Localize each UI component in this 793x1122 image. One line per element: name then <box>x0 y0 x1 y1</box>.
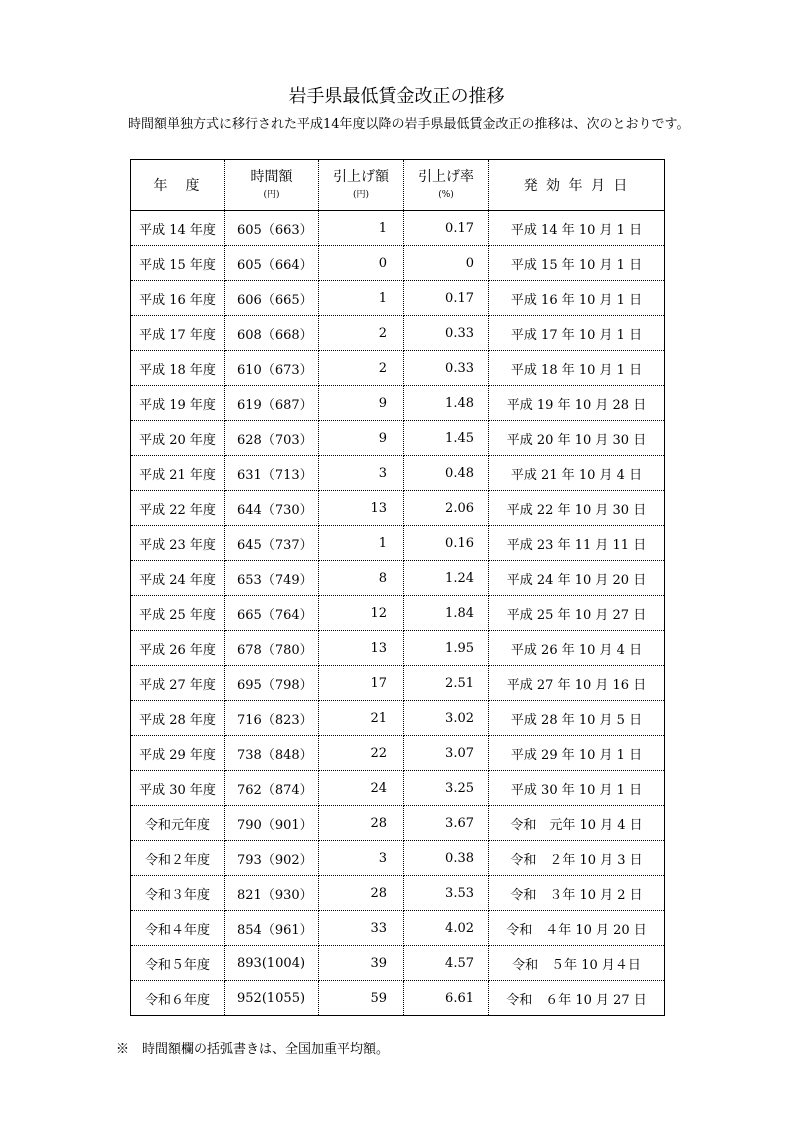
cell-year: 令和６年度 <box>131 981 225 1016</box>
cell-year: 平成 14 年度 <box>131 211 225 246</box>
cell-raise: 1 <box>319 526 404 561</box>
table-row <box>131 806 665 841</box>
table-header-row <box>131 160 665 211</box>
cell-wage: 793（902） <box>225 841 319 876</box>
cell-wage: 645（737） <box>225 526 319 561</box>
cell-date: 平成 23 年 11 月 11 日 <box>489 526 665 561</box>
cell-date: 平成 18 年 10 月 1 日 <box>489 351 665 386</box>
cell-rate: 0.16 <box>404 526 489 561</box>
table-row <box>131 456 665 491</box>
cell-date: 平成 25 年 10 月 27 日 <box>489 596 665 631</box>
table-row <box>131 316 665 351</box>
header-date <box>489 160 665 211</box>
cell-raise: 2 <box>319 316 404 351</box>
header-raise <box>319 160 404 211</box>
table-row <box>131 666 665 701</box>
cell-rate: 0.48 <box>404 456 489 491</box>
table-row <box>131 876 665 911</box>
table-row <box>131 421 665 456</box>
cell-date: 令和 元年 10 月 4 日 <box>489 806 665 841</box>
cell-date: 平成 22 年 10 月 30 日 <box>489 491 665 526</box>
cell-rate: 1.48 <box>404 386 489 421</box>
table-row <box>131 281 665 316</box>
cell-wage: 653（749） <box>225 561 319 596</box>
table-row <box>131 701 665 736</box>
cell-rate: 4.57 <box>404 946 489 981</box>
cell-year: 平成 26 年度 <box>131 631 225 666</box>
table-row <box>131 386 665 421</box>
cell-wage: 695（798） <box>225 666 319 701</box>
cell-year: 令和３年度 <box>131 876 225 911</box>
table-row <box>131 771 665 806</box>
cell-rate: 0.33 <box>404 316 489 351</box>
footnote: ※ 時間額欄の括弧書きは、全国加重平均額。 <box>116 1042 390 1057</box>
header-rate-unit: (%) <box>438 190 454 200</box>
cell-rate: 0.33 <box>404 351 489 386</box>
cell-rate: 1.24 <box>404 561 489 596</box>
header-raise-unit: (円) <box>352 190 370 200</box>
cell-date: 平成 16 年 10 月 1 日 <box>489 281 665 316</box>
cell-wage: 608（668） <box>225 316 319 351</box>
cell-year: 平成 29 年度 <box>131 736 225 771</box>
cell-raise: 28 <box>319 876 404 911</box>
cell-date: 令和 ５年 10 月４日 <box>489 946 665 981</box>
cell-raise: 24 <box>319 771 404 806</box>
cell-raise: 9 <box>319 421 404 456</box>
cell-wage: 854（961） <box>225 911 319 946</box>
cell-date: 平成 28 年 10 月 5 日 <box>489 701 665 736</box>
cell-year: 平成 25 年度 <box>131 596 225 631</box>
table-row <box>131 491 665 526</box>
cell-raise: 28 <box>319 806 404 841</box>
cell-raise: 33 <box>319 911 404 946</box>
table-row <box>131 911 665 946</box>
cell-year: 令和４年度 <box>131 911 225 946</box>
table-row <box>131 981 665 1016</box>
cell-wage: 644（730） <box>225 491 319 526</box>
cell-date: 平成 19 年 10 月 28 日 <box>489 386 665 421</box>
cell-date: 平成 26 年 10 月 4 日 <box>489 631 665 666</box>
cell-year: 平成 19 年度 <box>131 386 225 421</box>
cell-rate: 1.84 <box>404 596 489 631</box>
cell-date: 平成 15 年 10 月 1 日 <box>489 246 665 281</box>
cell-year: 平成 28 年度 <box>131 701 225 736</box>
cell-rate: 3.07 <box>404 736 489 771</box>
cell-raise: 3 <box>319 841 404 876</box>
cell-wage: 665（764） <box>225 596 319 631</box>
cell-wage: 605（663） <box>225 211 319 246</box>
cell-wage: 631（713） <box>225 456 319 491</box>
cell-rate: 2.06 <box>404 491 489 526</box>
cell-raise: 0 <box>319 246 404 281</box>
cell-rate: 1.45 <box>404 421 489 456</box>
header-date-label: 発 効 年 月 日 <box>523 178 630 194</box>
header-wage-unit: (円) <box>263 190 280 200</box>
cell-rate: 0.38 <box>404 841 489 876</box>
cell-year: 平成 16 年度 <box>131 281 225 316</box>
cell-date: 平成 17 年 10 月 1 日 <box>489 316 665 351</box>
cell-date: 平成 30 年 10 月 1 日 <box>489 771 665 806</box>
cell-date: 平成 27 年 10 月 16 日 <box>489 666 665 701</box>
cell-wage: 716（823） <box>225 701 319 736</box>
table-row <box>131 561 665 596</box>
cell-rate: 3.53 <box>404 876 489 911</box>
cell-date: 令和 ３年 10 月 2 日 <box>489 876 665 911</box>
minimum-wage-table <box>130 159 665 1016</box>
table-row <box>131 596 665 631</box>
cell-rate: 0 <box>404 246 489 281</box>
cell-year: 平成 15 年度 <box>131 246 225 281</box>
cell-wage: 610（673） <box>225 351 319 386</box>
cell-date: 平成 14 年 10 月 1 日 <box>489 211 665 246</box>
table-row <box>131 351 665 386</box>
cell-rate: 3.67 <box>404 806 489 841</box>
header-rate <box>404 160 489 211</box>
cell-wage: 790（901） <box>225 806 319 841</box>
table-row <box>131 736 665 771</box>
cell-year: 令和５年度 <box>131 946 225 981</box>
header-raise-label: 引上げ額 <box>333 169 389 185</box>
cell-year: 平成 21 年度 <box>131 456 225 491</box>
cell-raise: 9 <box>319 386 404 421</box>
header-year <box>131 160 225 211</box>
table-row <box>131 246 665 281</box>
table-row <box>131 526 665 561</box>
cell-date: 平成 24 年 10 月 20 日 <box>489 561 665 596</box>
cell-year: 平成 24 年度 <box>131 561 225 596</box>
cell-date: 令和 ６年 10 月 27 日 <box>489 981 665 1016</box>
cell-wage: 821（930） <box>225 876 319 911</box>
cell-raise: 59 <box>319 981 404 1016</box>
table-body <box>131 211 665 1016</box>
cell-rate: 0.17 <box>404 211 489 246</box>
cell-year: 平成 27 年度 <box>131 666 225 701</box>
cell-rate: 3.02 <box>404 701 489 736</box>
cell-wage: 738（848） <box>225 736 319 771</box>
cell-raise: 12 <box>319 596 404 631</box>
cell-wage: 678（780） <box>225 631 319 666</box>
cell-year: 平成 30 年度 <box>131 771 225 806</box>
cell-wage: 893(1004) <box>225 946 319 981</box>
cell-raise: 39 <box>319 946 404 981</box>
cell-raise: 13 <box>319 631 404 666</box>
cell-raise: 21 <box>319 701 404 736</box>
header-year-label: 年 度 <box>153 178 202 194</box>
cell-year: 平成 18 年度 <box>131 351 225 386</box>
intro-paragraph: 時間額単独方式に移行された平成14年度以降の岩手県最低賃金改正の推移は、次のとおりです。 <box>128 117 690 132</box>
table-row <box>131 841 665 876</box>
cell-raise: 17 <box>319 666 404 701</box>
cell-date: 令和 ４年 10 月 20 日 <box>489 911 665 946</box>
page-title: 岩手県最低賃金改正の推移 <box>288 86 505 107</box>
cell-raise: 1 <box>319 281 404 316</box>
cell-raise: 1 <box>319 211 404 246</box>
header-rate-label: 引上げ率 <box>418 169 474 185</box>
cell-date: 令和 ２年 10 月 3 日 <box>489 841 665 876</box>
cell-rate: 2.51 <box>404 666 489 701</box>
cell-rate: 6.61 <box>404 981 489 1016</box>
cell-wage: 762（874） <box>225 771 319 806</box>
cell-wage: 619（687） <box>225 386 319 421</box>
cell-date: 平成 21 年 10 月 4 日 <box>489 456 665 491</box>
cell-raise: 8 <box>319 561 404 596</box>
header-wage <box>225 160 319 211</box>
table-row <box>131 631 665 666</box>
cell-wage: 606（665） <box>225 281 319 316</box>
cell-raise: 2 <box>319 351 404 386</box>
header-wage-label: 時間額 <box>250 169 293 185</box>
cell-year: 令和２年度 <box>131 841 225 876</box>
cell-wage: 628（703） <box>225 421 319 456</box>
cell-date: 平成 29 年 10 月 1 日 <box>489 736 665 771</box>
cell-rate: 4.02 <box>404 911 489 946</box>
cell-rate: 3.25 <box>404 771 489 806</box>
cell-year: 平成 23 年度 <box>131 526 225 561</box>
cell-wage: 952(1055) <box>225 981 319 1016</box>
cell-year: 平成 22 年度 <box>131 491 225 526</box>
table-row <box>131 211 665 246</box>
cell-year: 平成 20 年度 <box>131 421 225 456</box>
cell-raise: 3 <box>319 456 404 491</box>
table-row <box>131 946 665 981</box>
cell-rate: 0.17 <box>404 281 489 316</box>
cell-raise: 22 <box>319 736 404 771</box>
cell-date: 平成 20 年 10 月 30 日 <box>489 421 665 456</box>
cell-year: 令和元年度 <box>131 806 225 841</box>
cell-raise: 13 <box>319 491 404 526</box>
cell-wage: 605（664） <box>225 246 319 281</box>
cell-year: 平成 17 年度 <box>131 316 225 351</box>
cell-rate: 1.95 <box>404 631 489 666</box>
